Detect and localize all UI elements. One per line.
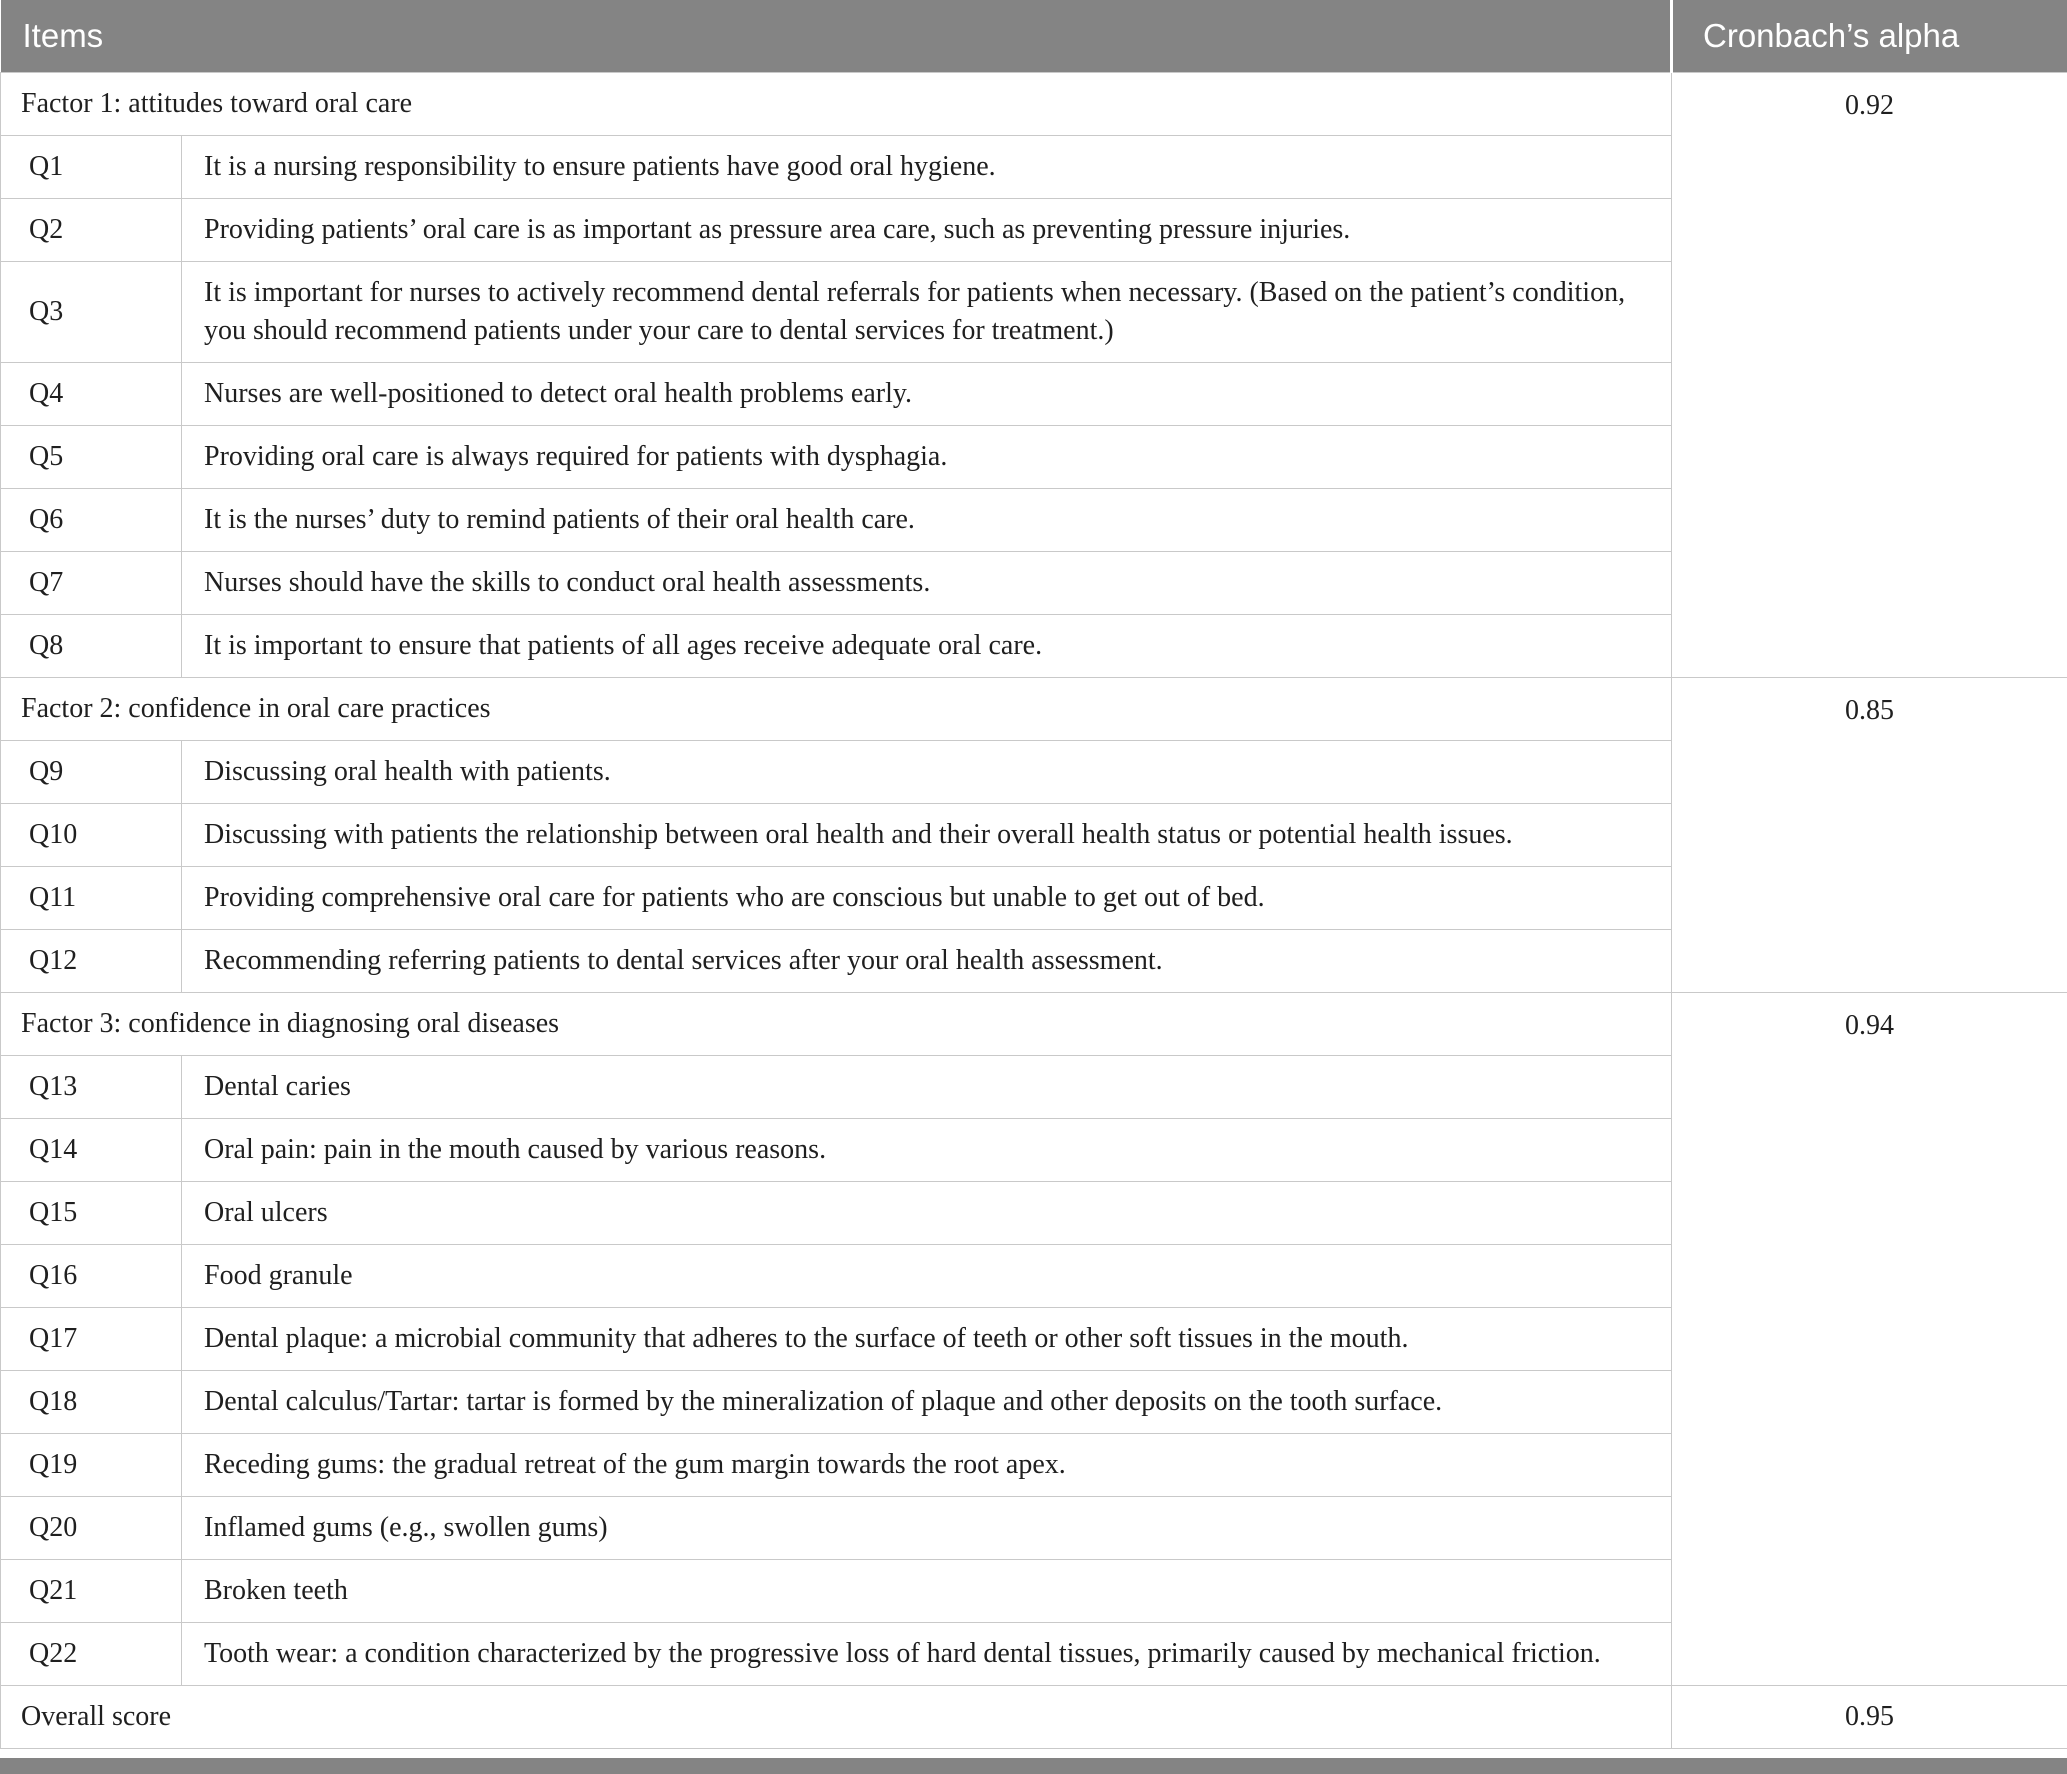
table-header — [1, 0, 2067, 73]
question-text: Dental plaque: a microbial community that adheres to the surface of teeth or other soft tissues in the mouth. — [182, 1308, 1672, 1371]
question-id: Q6 — [1, 489, 182, 552]
overall-row — [1, 1686, 2067, 1749]
question-text: Dental calculus/Tartar: tartar is formed by the mineralization of plaque and other deposits on the tooth surface. — [182, 1371, 1672, 1434]
question-text: Nurses are well-positioned to detect oral health problems early. — [182, 363, 1672, 426]
overall-score-label: Overall score — [1, 1686, 1672, 1749]
question-id: Q10 — [1, 804, 182, 867]
question-text: It is a nursing responsibility to ensure patients have good oral hygiene. — [182, 136, 1672, 199]
overall-alpha-value: 0.95 — [1672, 1686, 2067, 1749]
question-id: Q9 — [1, 741, 182, 804]
column-header-items: Items — [1, 0, 1672, 73]
question-id: Q2 — [1, 199, 182, 262]
question-text: Food granule — [182, 1245, 1672, 1308]
question-text: Broken teeth — [182, 1560, 1672, 1623]
factor-row — [1, 993, 2067, 1056]
column-header-cronbachs-alpha: Cronbach’s alpha — [1672, 0, 2067, 73]
question-id: Q15 — [1, 1182, 182, 1245]
question-id: Q22 — [1, 1623, 182, 1686]
question-id: Q16 — [1, 1245, 182, 1308]
alpha-value: 0.92 — [1672, 73, 2067, 678]
factor-label: Factor 2: confidence in oral care practices — [1, 678, 1672, 741]
question-text: It is the nurses’ duty to remind patients of their oral health care. — [182, 489, 1672, 552]
question-text: Receding gums: the gradual retreat of the gum margin towards the root apex. — [182, 1434, 1672, 1497]
question-text: Nurses should have the skills to conduct oral health assessments. — [182, 552, 1672, 615]
question-id: Q17 — [1, 1308, 182, 1371]
question-text: Dental caries — [182, 1056, 1672, 1119]
question-text: Providing patients’ oral care is as important as pressure area care, such as preventing pressure injuries. — [182, 199, 1672, 262]
question-id: Q11 — [1, 867, 182, 930]
table-body — [1, 73, 2067, 1686]
header-row — [1, 0, 2067, 73]
question-text: Tooth wear: a condition characterized by the progressive loss of hard dental tissues, primarily caused by mechanical friction. — [182, 1623, 1672, 1686]
question-id: Q13 — [1, 1056, 182, 1119]
question-id: Q3 — [1, 262, 182, 363]
question-text: Providing oral care is always required for patients with dysphagia. — [182, 426, 1672, 489]
question-text: It is important for nurses to actively recommend dental referrals for patients when necessary. (Based on the patient’s condition, you should recommend patients under your care to dental services for treatment.) — [182, 262, 1672, 363]
question-text: Oral pain: pain in the mouth caused by various reasons. — [182, 1119, 1672, 1182]
table-footer — [1, 1686, 2067, 1749]
question-text: It is important to ensure that patients of all ages receive adequate oral care. — [182, 615, 1672, 678]
question-id: Q5 — [1, 426, 182, 489]
question-id: Q20 — [1, 1497, 182, 1560]
question-id: Q18 — [1, 1371, 182, 1434]
factor-label: Factor 3: confidence in diagnosing oral diseases — [1, 993, 1672, 1056]
question-id: Q21 — [1, 1560, 182, 1623]
question-text: Inflamed gums (e.g., swollen gums) — [182, 1497, 1672, 1560]
table-bottom-rule — [0, 1758, 2067, 1774]
question-id: Q12 — [1, 930, 182, 993]
factor-row — [1, 678, 2067, 741]
question-id: Q4 — [1, 363, 182, 426]
factor-label: Factor 1: attitudes toward oral care — [1, 73, 1672, 136]
question-text: Recommending referring patients to dental services after your oral health assessment. — [182, 930, 1672, 993]
question-id: Q7 — [1, 552, 182, 615]
factor-row — [1, 73, 2067, 136]
alpha-value: 0.85 — [1672, 678, 2067, 993]
question-text: Discussing oral health with patients. — [182, 741, 1672, 804]
question-id: Q1 — [1, 136, 182, 199]
question-id: Q19 — [1, 1434, 182, 1497]
alpha-value: 0.94 — [1672, 993, 2067, 1686]
question-id: Q14 — [1, 1119, 182, 1182]
question-text: Discussing with patients the relationship between oral health and their overall health status or potential health issues. — [182, 804, 1672, 867]
question-id: Q8 — [1, 615, 182, 678]
question-text: Providing comprehensive oral care for patients who are conscious but unable to get out of bed. — [182, 867, 1672, 930]
question-text: Oral ulcers — [182, 1182, 1672, 1245]
